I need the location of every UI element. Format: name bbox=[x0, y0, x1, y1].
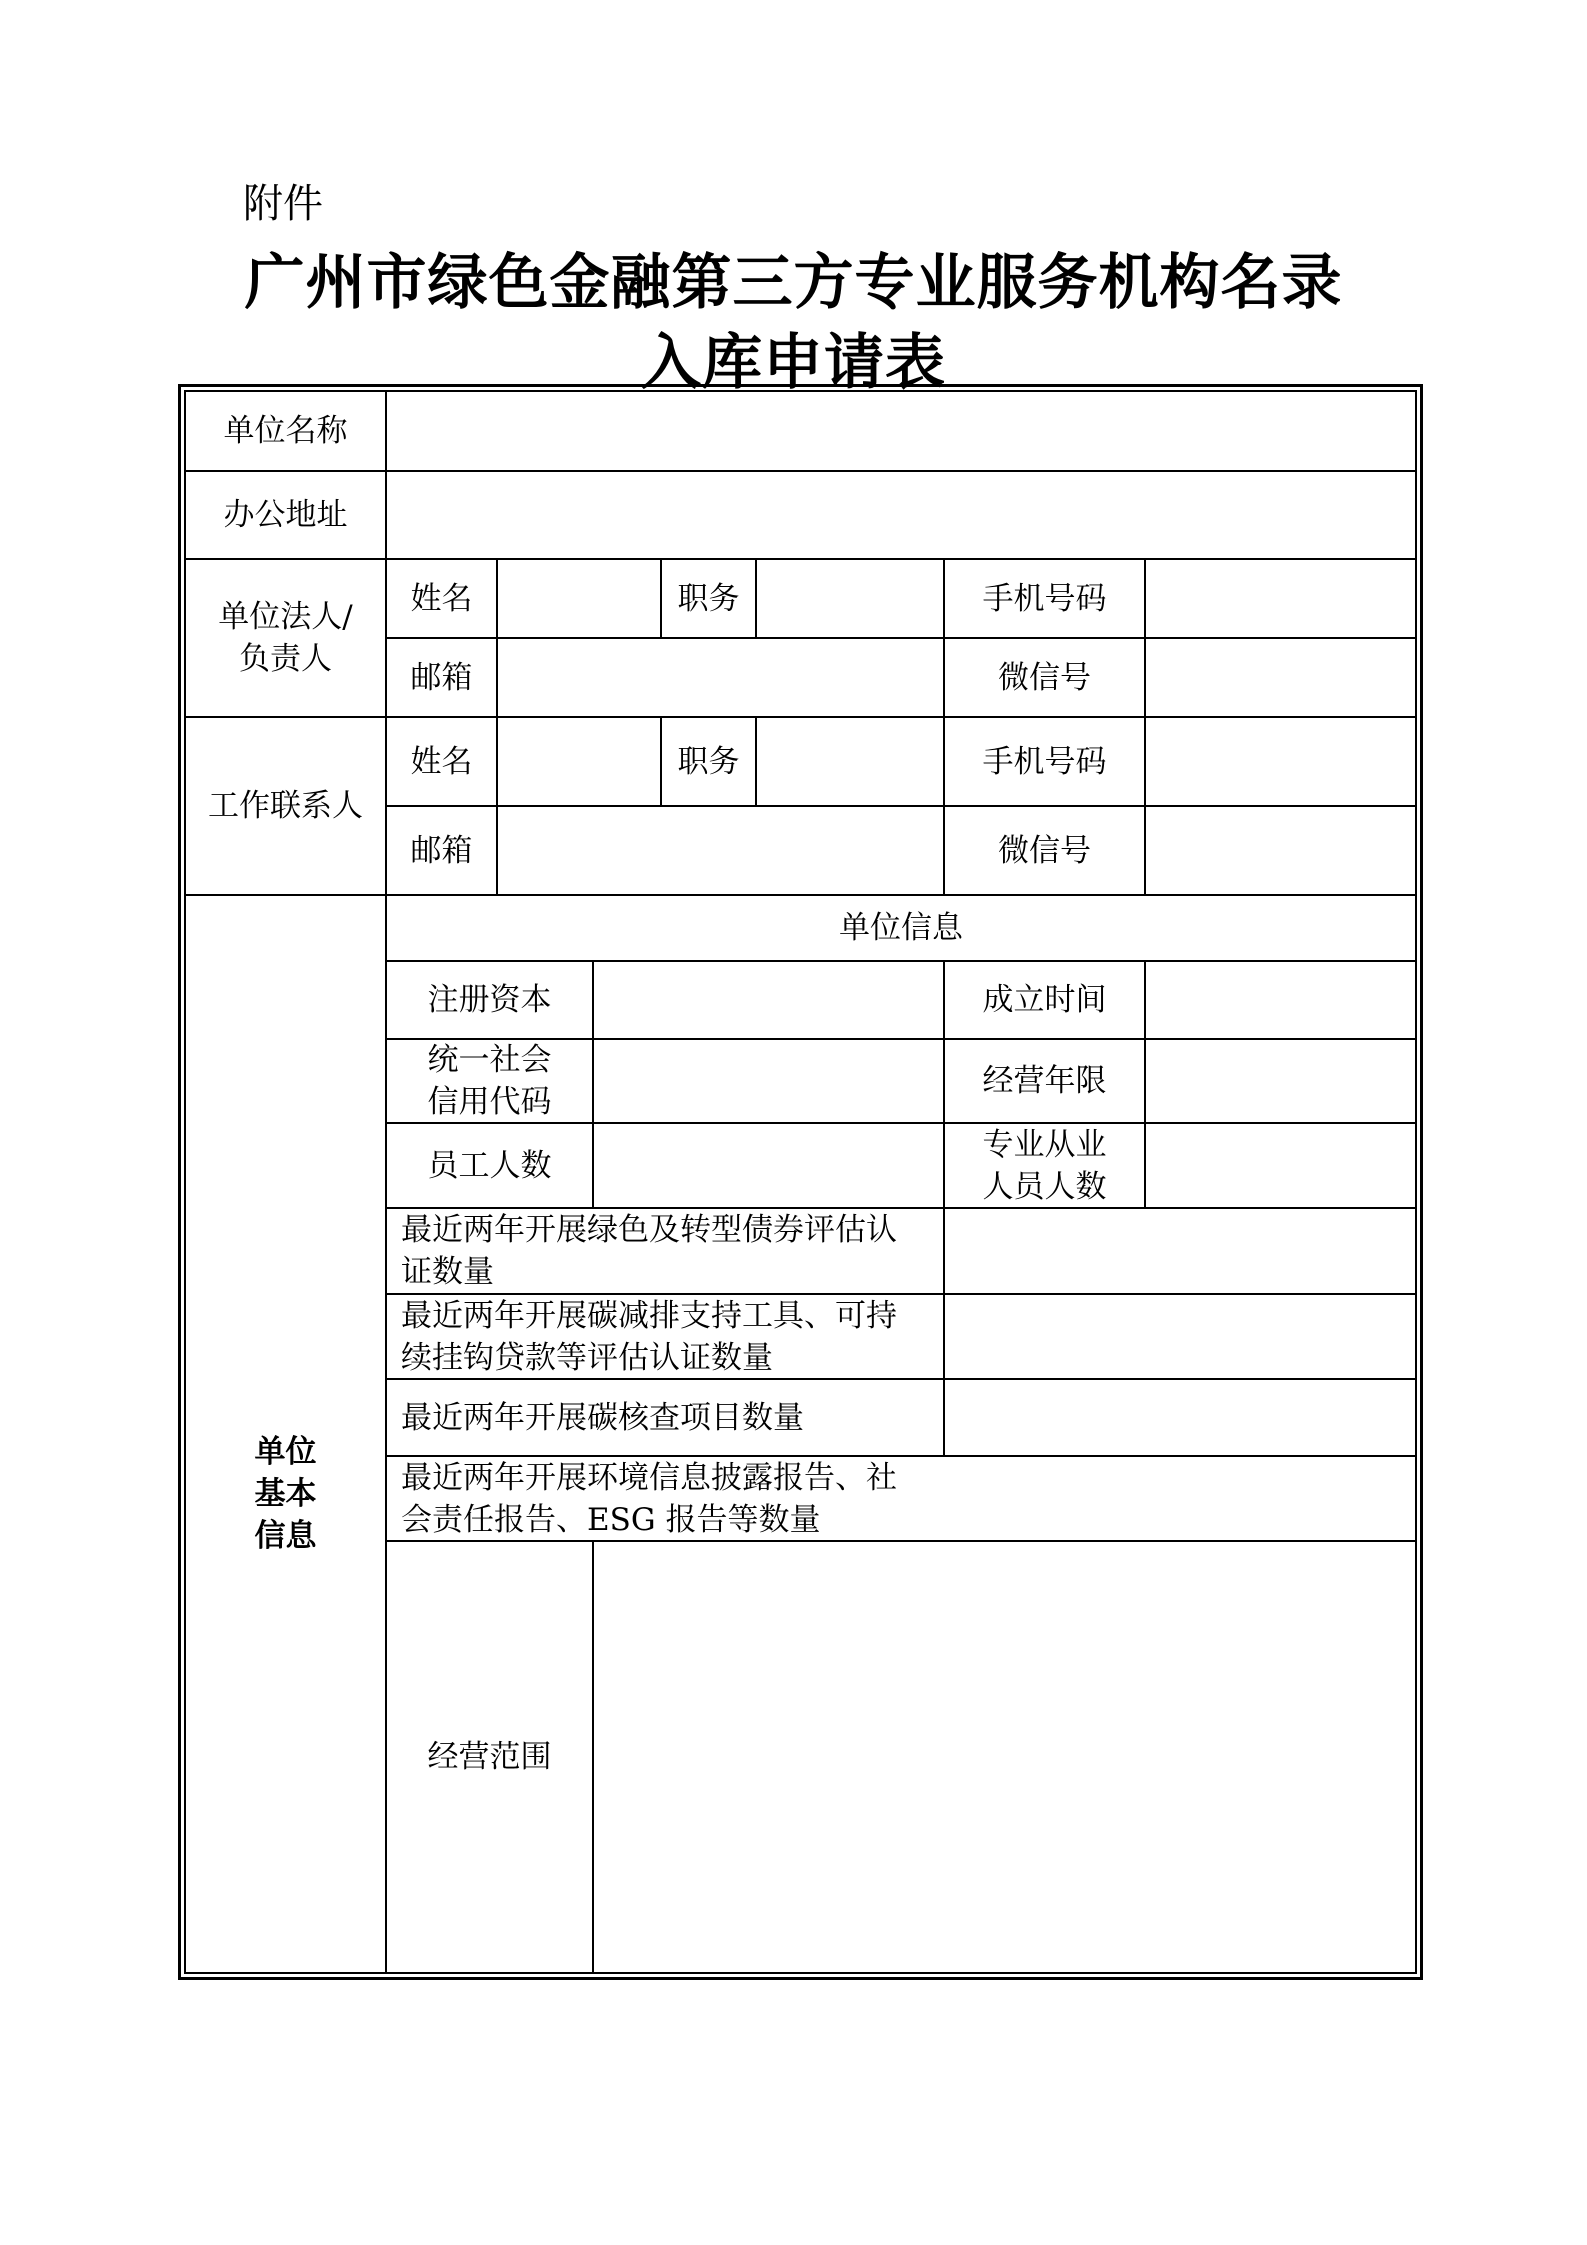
basic-info-label-line3: 信息 bbox=[254, 1518, 317, 1554]
legal-person-email-label: 邮箱 bbox=[410, 659, 473, 696]
work-contact-label: 工作联系人 bbox=[208, 788, 363, 824]
business-scope-field[interactable] bbox=[594, 1542, 1415, 1972]
green-bond-certification-line2: 证数量 bbox=[401, 1254, 494, 1290]
office-address-field[interactable] bbox=[387, 472, 1415, 558]
green-bond-certification-label bbox=[387, 1209, 943, 1293]
basic-info-label bbox=[186, 896, 385, 1972]
employee-count-field[interactable] bbox=[594, 1124, 943, 1207]
work-contact-name-label: 姓名 bbox=[410, 743, 473, 780]
work-contact-wechat-label: 微信号 bbox=[998, 832, 1091, 869]
basic-info-label-line2: 基本 bbox=[254, 1476, 317, 1512]
work-contact-position-label: 职务 bbox=[677, 743, 740, 780]
attachment-label: 附件 bbox=[243, 181, 323, 227]
work-contact-name-field[interactable] bbox=[498, 718, 660, 805]
work-contact-position-field[interactable] bbox=[757, 718, 943, 805]
legal-person-wechat-label: 微信号 bbox=[998, 659, 1091, 696]
professional-staff-label-line2: 人员人数 bbox=[982, 1168, 1107, 1205]
credit-code-label-line2: 信用代码 bbox=[427, 1084, 552, 1120]
legal-person-label bbox=[186, 560, 385, 716]
unit-name-label: 单位名称 bbox=[223, 413, 348, 449]
professional-staff-label bbox=[945, 1124, 1144, 1207]
form-title: 广州市绿色金融第三方专业服务机构名录 bbox=[244, 248, 1343, 318]
disclosure-report-line2: 会责任报告、ESG 报告等数量 bbox=[401, 1502, 821, 1538]
legal-person-name-label: 姓名 bbox=[410, 580, 473, 617]
credit-code-label bbox=[387, 1040, 592, 1122]
work-contact-mobile-field[interactable] bbox=[1146, 718, 1415, 805]
registered-capital-field[interactable] bbox=[594, 962, 943, 1038]
carbon-reduction-tool-label bbox=[387, 1295, 943, 1378]
operating-years-field[interactable] bbox=[1146, 1040, 1415, 1122]
carbon-reduction-tool-line2: 续挂钩贷款等评估认证数量 bbox=[401, 1340, 773, 1376]
basic-info-label-line1: 单位 bbox=[254, 1434, 317, 1470]
legal-person-position-field[interactable] bbox=[757, 560, 943, 637]
established-time-label: 成立时间 bbox=[982, 982, 1107, 1018]
carbon-reduction-tool-line1: 最近两年开展碳减排支持工具、可持 bbox=[401, 1298, 897, 1334]
legal-person-label-line1: 单位法人/ bbox=[218, 599, 353, 635]
business-scope-label: 经营范围 bbox=[427, 1739, 552, 1775]
professional-staff-field[interactable] bbox=[1146, 1124, 1415, 1207]
legal-person-mobile-field[interactable] bbox=[1146, 560, 1415, 637]
carbon-verification-field[interactable] bbox=[945, 1380, 1415, 1455]
credit-code-label-line1: 统一社会 bbox=[427, 1042, 552, 1078]
work-contact-mobile-label: 手机号码 bbox=[982, 743, 1107, 780]
unit-name-field[interactable] bbox=[387, 392, 1415, 470]
established-time-field[interactable] bbox=[1146, 962, 1415, 1038]
legal-person-position-label: 职务 bbox=[677, 580, 740, 617]
legal-person-mobile-label: 手机号码 bbox=[982, 580, 1107, 617]
carbon-verification-label: 最近两年开展碳核查项目数量 bbox=[401, 1399, 804, 1436]
legal-person-name-field[interactable] bbox=[498, 560, 660, 637]
legal-person-label-line2: 负责人 bbox=[239, 641, 332, 677]
carbon-reduction-tool-field[interactable] bbox=[945, 1295, 1415, 1378]
registered-capital-label: 注册资本 bbox=[427, 982, 552, 1018]
office-address-label: 办公地址 bbox=[223, 497, 348, 533]
green-bond-certification-field[interactable] bbox=[945, 1209, 1415, 1293]
legal-person-email-field[interactable] bbox=[498, 639, 943, 716]
disclosure-report-field[interactable] bbox=[945, 1457, 1415, 1540]
work-contact-email-field[interactable] bbox=[498, 807, 943, 894]
professional-staff-label-line1: 专业从业 bbox=[982, 1126, 1107, 1163]
form-subtitle: 入库申请表 bbox=[641, 328, 946, 398]
unit-info-header: 单位信息 bbox=[839, 910, 963, 946]
legal-person-wechat-field[interactable] bbox=[1146, 639, 1415, 716]
work-contact-email-label: 邮箱 bbox=[410, 832, 473, 869]
disclosure-report-label bbox=[387, 1457, 943, 1540]
disclosure-report-line1: 最近两年开展环境信息披露报告、社 bbox=[401, 1460, 897, 1496]
credit-code-field[interactable] bbox=[594, 1040, 943, 1122]
work-contact-wechat-field[interactable] bbox=[1146, 807, 1415, 894]
employee-count-label: 员工人数 bbox=[427, 1147, 552, 1184]
green-bond-certification-line1: 最近两年开展绿色及转型债券评估认 bbox=[401, 1212, 897, 1248]
operating-years-label: 经营年限 bbox=[982, 1063, 1107, 1099]
